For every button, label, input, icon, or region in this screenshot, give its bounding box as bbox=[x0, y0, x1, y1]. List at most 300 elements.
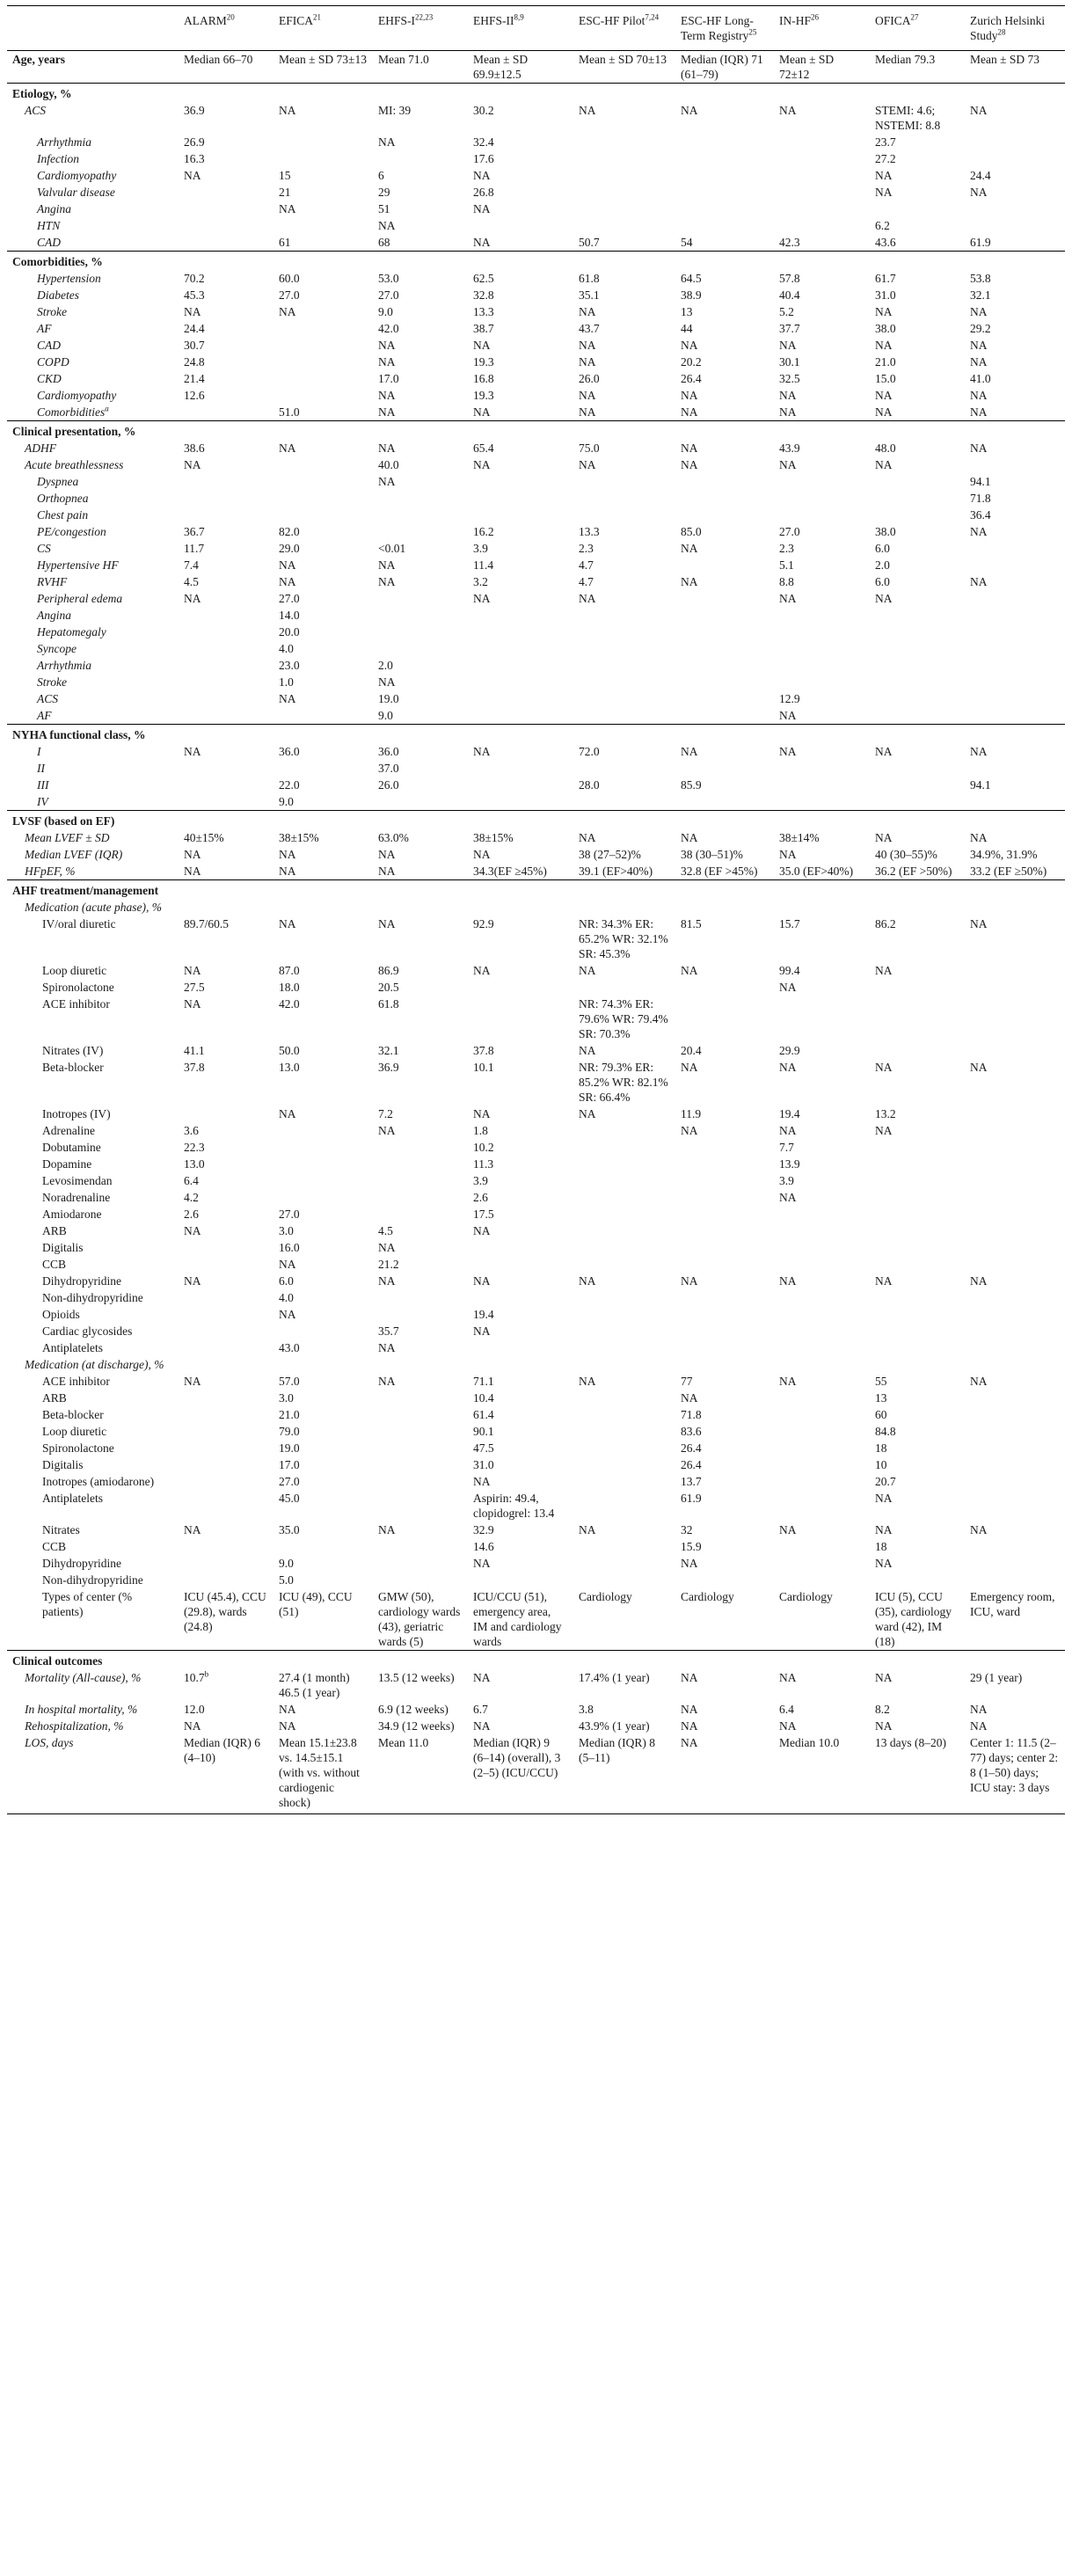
table-cell bbox=[273, 1106, 373, 1122]
table-cell bbox=[870, 829, 965, 846]
row-label-text: Orthopnea bbox=[37, 492, 89, 505]
cell-value: NA bbox=[970, 575, 988, 588]
cell-value: 14.6 bbox=[473, 1540, 494, 1553]
row-label bbox=[7, 1669, 179, 1701]
row-label bbox=[7, 370, 179, 387]
table-cell bbox=[965, 370, 1065, 387]
table-cell bbox=[675, 607, 774, 624]
cell-value: NA bbox=[378, 219, 396, 232]
cell-value: NA bbox=[279, 305, 296, 318]
table-cell bbox=[675, 303, 774, 320]
cell-value: 4.7 bbox=[579, 558, 594, 572]
table-row bbox=[7, 404, 1065, 421]
row-label-text: CKD bbox=[37, 372, 62, 385]
row-label bbox=[7, 303, 179, 320]
table-cell bbox=[468, 1189, 573, 1206]
row-label bbox=[7, 760, 179, 777]
table-cell bbox=[774, 846, 870, 863]
table-cell bbox=[573, 1106, 675, 1122]
table-cell bbox=[870, 490, 965, 507]
table-cell bbox=[774, 1222, 870, 1239]
cell-value: NA bbox=[681, 542, 698, 555]
table-cell bbox=[675, 150, 774, 167]
cell-value: 30.2 bbox=[473, 104, 494, 117]
table-cell bbox=[573, 640, 675, 657]
table-row bbox=[7, 640, 1065, 657]
table-cell bbox=[774, 287, 870, 303]
table-cell bbox=[373, 1156, 468, 1172]
cell-value: 23.7 bbox=[875, 135, 896, 149]
table-cell bbox=[774, 507, 870, 523]
cell-value: Emergency room, ICU, ward bbox=[970, 1590, 1055, 1618]
row-label-text: ACS bbox=[25, 104, 47, 117]
table-cell bbox=[965, 354, 1065, 370]
table-cell bbox=[965, 979, 1065, 996]
cell-value: 37.0 bbox=[378, 762, 399, 775]
cell-value: 64.5 bbox=[681, 272, 702, 285]
row-label-text: Rehospitalization, % bbox=[25, 1719, 124, 1733]
table-cell bbox=[774, 1718, 870, 1734]
table-cell bbox=[965, 1106, 1065, 1122]
section-row bbox=[7, 84, 1065, 103]
table-cell bbox=[373, 102, 468, 134]
cell-value: 12.6 bbox=[184, 389, 205, 402]
cell-value: 26.9 bbox=[184, 135, 205, 149]
table-cell bbox=[573, 234, 675, 252]
table-cell bbox=[774, 370, 870, 387]
table-cell bbox=[273, 624, 373, 640]
table-cell bbox=[179, 690, 273, 707]
table-cell bbox=[468, 1206, 573, 1222]
row-label-text: Medication (acute phase), % bbox=[25, 901, 162, 914]
table-cell bbox=[468, 916, 573, 962]
table-cell bbox=[870, 303, 965, 320]
table-cell bbox=[179, 590, 273, 607]
row-label-text: Adrenaline bbox=[42, 1124, 95, 1137]
row-label-text: Syncope bbox=[37, 642, 77, 655]
table-cell bbox=[573, 1588, 675, 1651]
table-cell bbox=[573, 490, 675, 507]
table-cell bbox=[273, 793, 373, 811]
table-cell bbox=[965, 1042, 1065, 1059]
table-row bbox=[7, 1206, 1065, 1222]
cell-value: 17.6 bbox=[473, 152, 494, 165]
row-label bbox=[7, 557, 179, 573]
row-label bbox=[7, 1572, 179, 1588]
table-cell bbox=[774, 863, 870, 880]
table-cell bbox=[179, 540, 273, 557]
row-label bbox=[7, 287, 179, 303]
row-label-text: RVHF bbox=[37, 575, 68, 588]
table-cell bbox=[774, 916, 870, 962]
table-cell bbox=[870, 777, 965, 793]
cell-value: NA bbox=[473, 745, 491, 758]
cell-value: 50.7 bbox=[579, 236, 600, 249]
table-cell bbox=[373, 962, 468, 979]
table-row bbox=[7, 1555, 1065, 1572]
table-cell bbox=[965, 1406, 1065, 1423]
table-cell bbox=[870, 234, 965, 252]
cell-value: 99.4 bbox=[779, 964, 800, 977]
table-cell bbox=[373, 523, 468, 540]
table-cell bbox=[468, 1256, 573, 1273]
cell-value: 16.0 bbox=[279, 1241, 300, 1254]
table-cell bbox=[179, 557, 273, 573]
cell-value: NA bbox=[473, 1719, 491, 1733]
table-row bbox=[7, 1718, 1065, 1734]
table-cell bbox=[675, 1423, 774, 1440]
cell-value: NA bbox=[378, 441, 396, 455]
table-cell bbox=[675, 1718, 774, 1734]
table-cell bbox=[774, 899, 870, 916]
cell-value: 3.0 bbox=[279, 1224, 294, 1237]
table-cell bbox=[468, 354, 573, 370]
table-cell bbox=[373, 1042, 468, 1059]
row-label bbox=[7, 1734, 179, 1814]
row-label-text: Spironolactone bbox=[42, 981, 114, 994]
table-row bbox=[7, 134, 1065, 150]
table-cell bbox=[573, 1440, 675, 1456]
table-cell bbox=[573, 1701, 675, 1718]
table-cell bbox=[870, 1701, 965, 1718]
cell-value: 6.0 bbox=[279, 1274, 294, 1288]
row-label bbox=[7, 473, 179, 490]
cell-value: 9.0 bbox=[378, 709, 393, 722]
table-cell bbox=[675, 1289, 774, 1306]
cell-value: 4.2 bbox=[184, 1191, 199, 1204]
section-row bbox=[7, 421, 1065, 441]
table-cell bbox=[870, 1490, 965, 1522]
table-cell bbox=[774, 354, 870, 370]
table-cell bbox=[573, 846, 675, 863]
table-cell bbox=[774, 1289, 870, 1306]
row-label bbox=[7, 184, 179, 201]
cell-value: 61.4 bbox=[473, 1408, 494, 1421]
table-cell bbox=[774, 777, 870, 793]
cell-value: NA bbox=[875, 831, 893, 844]
row-label-text: ACE inhibitor bbox=[42, 997, 110, 1011]
table-cell bbox=[965, 303, 1065, 320]
row-label-text: Dyspnea bbox=[37, 475, 79, 488]
table-cell bbox=[870, 1456, 965, 1473]
table-cell bbox=[373, 1538, 468, 1555]
table-cell bbox=[179, 640, 273, 657]
table-cell bbox=[179, 1139, 273, 1156]
table-cell bbox=[573, 303, 675, 320]
table-cell bbox=[273, 760, 373, 777]
cell-value: 45.0 bbox=[279, 1492, 300, 1505]
section-row bbox=[7, 252, 1065, 271]
cell-value: Median (IQR) 9 (6–14) (overall), 3 (2–5) (ICU/CCU) bbox=[473, 1736, 561, 1779]
row-label bbox=[7, 1356, 179, 1373]
table-cell bbox=[573, 590, 675, 607]
cell-value: NA bbox=[279, 1703, 296, 1716]
cell-value: 82.0 bbox=[279, 525, 300, 538]
cell-value: NA bbox=[970, 1061, 988, 1074]
table-cell bbox=[965, 1734, 1065, 1814]
table-cell bbox=[774, 557, 870, 573]
table-cell bbox=[870, 1239, 965, 1256]
table-cell bbox=[774, 1273, 870, 1289]
table-row bbox=[7, 1042, 1065, 1059]
cell-value: NA bbox=[681, 458, 698, 471]
column-header bbox=[468, 6, 573, 51]
cell-value: NA bbox=[378, 475, 396, 488]
table-cell bbox=[273, 1734, 373, 1814]
cell-value: 9.0 bbox=[378, 305, 393, 318]
cell-value: 12.0 bbox=[184, 1703, 205, 1716]
table-cell bbox=[468, 1156, 573, 1172]
row-label bbox=[7, 707, 179, 725]
row-label bbox=[7, 1206, 179, 1222]
table-cell bbox=[774, 707, 870, 725]
table-cell bbox=[573, 270, 675, 287]
row-label-text: Medication (at discharge), % bbox=[25, 1358, 164, 1371]
cell-value: 55 bbox=[875, 1375, 887, 1388]
table-cell bbox=[273, 743, 373, 760]
cell-value: 90.1 bbox=[473, 1425, 494, 1438]
row-label-text: Clinical presentation, % bbox=[12, 425, 136, 438]
table-row bbox=[7, 690, 1065, 707]
table-row bbox=[7, 1222, 1065, 1239]
cell-value: 3.8 bbox=[579, 1703, 594, 1716]
cell-value: NA bbox=[184, 1375, 201, 1388]
table-cell bbox=[675, 201, 774, 217]
table-cell bbox=[373, 456, 468, 473]
cell-value: NA bbox=[681, 831, 698, 844]
row-label bbox=[7, 234, 179, 252]
table-cell bbox=[675, 573, 774, 590]
table-cell bbox=[273, 1406, 373, 1423]
table-cell bbox=[965, 1323, 1065, 1339]
table-cell bbox=[870, 743, 965, 760]
cell-value: NA bbox=[473, 1274, 491, 1288]
cell-value: 7.2 bbox=[378, 1107, 393, 1120]
table-cell bbox=[675, 490, 774, 507]
cell-value: 1.0 bbox=[279, 675, 294, 689]
table-cell bbox=[774, 51, 870, 84]
table-cell bbox=[870, 167, 965, 184]
table-cell bbox=[373, 707, 468, 725]
cell-value: NA bbox=[473, 458, 491, 471]
row-label bbox=[7, 996, 179, 1042]
table-row bbox=[7, 1256, 1065, 1273]
row-label bbox=[7, 1172, 179, 1189]
cell-value: 38.7 bbox=[473, 322, 494, 335]
table-cell bbox=[468, 387, 573, 404]
row-label-text: Antiplatelets bbox=[42, 1341, 103, 1354]
table-cell bbox=[774, 1701, 870, 1718]
table-cell bbox=[273, 404, 373, 421]
table-cell bbox=[870, 1356, 965, 1373]
table-cell bbox=[468, 557, 573, 573]
table-cell bbox=[870, 1042, 965, 1059]
table-cell bbox=[573, 523, 675, 540]
cell-value: 41.0 bbox=[970, 372, 991, 385]
table-cell bbox=[373, 1734, 468, 1814]
table-cell bbox=[965, 523, 1065, 540]
table-cell bbox=[468, 1538, 573, 1555]
table-row bbox=[7, 1289, 1065, 1306]
row-label bbox=[7, 1042, 179, 1059]
table-cell bbox=[675, 1406, 774, 1423]
cell-value: 32.1 bbox=[970, 288, 991, 302]
table-cell bbox=[675, 996, 774, 1042]
table-cell bbox=[675, 1256, 774, 1273]
cell-value: 38 (27–52)% bbox=[579, 848, 641, 861]
cell-value: NA bbox=[875, 169, 893, 182]
cell-value: 19.4 bbox=[779, 1107, 800, 1120]
cell-value: NA bbox=[681, 1124, 698, 1137]
table-cell bbox=[573, 743, 675, 760]
table-row bbox=[7, 1189, 1065, 1206]
table-cell bbox=[468, 456, 573, 473]
table-cell bbox=[179, 1538, 273, 1555]
table-row bbox=[7, 490, 1065, 507]
cell-value: 48.0 bbox=[875, 441, 896, 455]
cell-value: Median (IQR) 71 (61–79) bbox=[681, 53, 763, 81]
table-row bbox=[7, 573, 1065, 590]
table-cell bbox=[870, 1256, 965, 1273]
table-cell bbox=[573, 134, 675, 150]
cell-value: NA bbox=[473, 1107, 491, 1120]
table-cell bbox=[965, 1440, 1065, 1456]
table-cell bbox=[373, 1718, 468, 1734]
row-label bbox=[7, 1538, 179, 1555]
table-row bbox=[7, 916, 1065, 962]
section-heading bbox=[7, 84, 1065, 103]
table-cell bbox=[965, 1390, 1065, 1406]
table-cell bbox=[774, 1306, 870, 1323]
table-cell bbox=[373, 1273, 468, 1289]
table-cell bbox=[774, 573, 870, 590]
table-cell bbox=[373, 624, 468, 640]
table-cell bbox=[965, 1572, 1065, 1588]
table-cell bbox=[965, 167, 1065, 184]
table-cell bbox=[468, 1059, 573, 1106]
cell-value: 40.4 bbox=[779, 288, 800, 302]
table-cell bbox=[774, 184, 870, 201]
table-cell bbox=[774, 829, 870, 846]
cell-value: NA bbox=[970, 745, 988, 758]
table-cell bbox=[373, 899, 468, 916]
cell-value: 26.4 bbox=[681, 372, 702, 385]
cell-value: NA bbox=[279, 848, 296, 861]
cell-value: 10.2 bbox=[473, 1141, 494, 1154]
table-cell bbox=[273, 1390, 373, 1406]
cell-value: NA bbox=[681, 104, 698, 117]
table-cell bbox=[373, 1701, 468, 1718]
cell-value: NA bbox=[779, 104, 797, 117]
row-label-text: Non-dihydropyridine bbox=[42, 1291, 143, 1304]
cell-value: NA bbox=[279, 692, 296, 705]
table-cell bbox=[965, 102, 1065, 134]
table-cell bbox=[774, 1423, 870, 1440]
cell-value: NA bbox=[473, 405, 491, 419]
cell-value: 32.1 bbox=[378, 1044, 399, 1057]
cell-value: Median 79.3 bbox=[875, 53, 936, 66]
cell-value: 71.1 bbox=[473, 1375, 494, 1388]
table-cell bbox=[573, 1538, 675, 1555]
row-label-text: Levosimendan bbox=[42, 1174, 113, 1187]
table-cell bbox=[870, 962, 965, 979]
table-cell bbox=[573, 387, 675, 404]
table-cell bbox=[675, 777, 774, 793]
table-cell bbox=[573, 150, 675, 167]
section-heading bbox=[7, 252, 1065, 271]
cell-value: 13.0 bbox=[279, 1061, 300, 1074]
cell-value: 65.4 bbox=[473, 441, 494, 455]
table-row bbox=[7, 1059, 1065, 1106]
table-cell bbox=[573, 51, 675, 84]
cell-value: NA bbox=[279, 1258, 296, 1271]
table-cell bbox=[675, 1106, 774, 1122]
row-label-text: PE/congestion bbox=[37, 525, 106, 538]
cell-value: 19.0 bbox=[378, 692, 399, 705]
table-cell bbox=[675, 590, 774, 607]
cell-value: NA bbox=[184, 865, 201, 878]
cell-value: 94.1 bbox=[970, 778, 991, 792]
table-cell bbox=[468, 657, 573, 674]
table-cell bbox=[179, 777, 273, 793]
table-cell bbox=[273, 1042, 373, 1059]
row-label-text: LVSF (based on EF) bbox=[12, 814, 115, 828]
cell-value: NA bbox=[473, 1224, 491, 1237]
cell-value: 37.8 bbox=[473, 1044, 494, 1057]
table-row bbox=[7, 1490, 1065, 1522]
table-cell bbox=[870, 1373, 965, 1390]
table-row bbox=[7, 540, 1065, 557]
cell-value: 36.4 bbox=[970, 508, 991, 522]
cell-value: 21.0 bbox=[875, 355, 896, 369]
table-cell bbox=[774, 743, 870, 760]
cell-value: 7.7 bbox=[779, 1141, 794, 1154]
cell-value: 11.4 bbox=[473, 558, 494, 572]
table-cell bbox=[468, 1373, 573, 1390]
table-cell bbox=[675, 1572, 774, 1588]
table-cell bbox=[179, 1339, 273, 1356]
table-cell bbox=[468, 1734, 573, 1814]
cell-value: NA bbox=[779, 981, 797, 994]
table-cell bbox=[965, 387, 1065, 404]
row-label-text: III bbox=[37, 778, 49, 792]
row-label bbox=[7, 1390, 179, 1406]
row-label-text: Cardiomyopathy bbox=[37, 389, 117, 402]
table-cell bbox=[965, 184, 1065, 201]
table-row bbox=[7, 996, 1065, 1042]
table-cell bbox=[965, 793, 1065, 811]
table-cell bbox=[179, 1256, 273, 1273]
row-label bbox=[7, 1406, 179, 1423]
cell-value: NA bbox=[184, 458, 201, 471]
cell-value: NA bbox=[875, 1671, 893, 1684]
table-cell bbox=[373, 473, 468, 490]
row-label-text: I bbox=[37, 745, 41, 758]
cell-value: 3.2 bbox=[473, 575, 488, 588]
table-cell bbox=[273, 134, 373, 150]
cell-value: 11.3 bbox=[473, 1157, 494, 1171]
cell-value: 37.8 bbox=[184, 1061, 205, 1074]
row-label-text: Comorbidities bbox=[37, 405, 106, 419]
cell-value: Mean ± SD 72±12 bbox=[779, 53, 835, 81]
table-cell bbox=[373, 846, 468, 863]
table-cell bbox=[179, 1456, 273, 1473]
table-cell bbox=[675, 404, 774, 421]
table-cell bbox=[468, 1423, 573, 1440]
table-row bbox=[7, 303, 1065, 320]
table-header-row bbox=[7, 6, 1065, 51]
cell-value: Median 10.0 bbox=[779, 1736, 840, 1749]
